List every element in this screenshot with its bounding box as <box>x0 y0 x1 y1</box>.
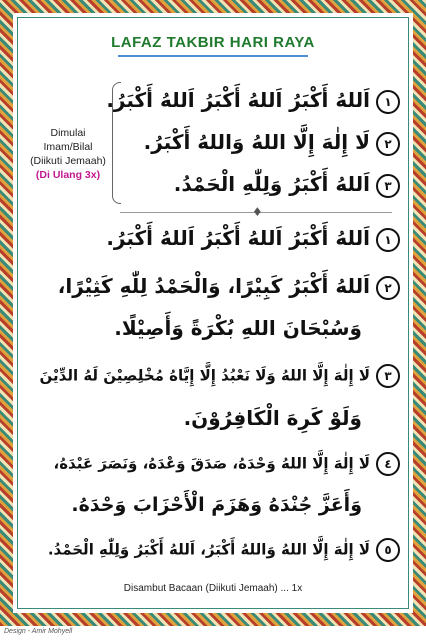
side-note-line2: Imam/Bilal <box>43 141 93 153</box>
side-note-line1: Dimulai <box>50 127 86 139</box>
verse-number: ١ <box>376 90 400 114</box>
verse-text: اَللهُ أَكْبَرُ اَللهُ أَكْبَرُ اَللهُ أَكْبَرُ. <box>106 88 370 112</box>
footer-note: Disambut Bacaan (Diikuti Jemaah) ... 1x <box>123 583 303 594</box>
verse-3-continued: وَلَوْ كَرِهَ الْكَافِرُوْنَ. <box>183 406 362 430</box>
side-note-repeat: (Di Ulang 3x) <box>35 169 101 181</box>
verse-text: اَللهُ أَكْبَرُ اَللهُ أَكْبَرُ اَللهُ أَكْبَرُ. <box>106 226 370 250</box>
verse-3 <box>40 364 400 388</box>
verse-number: ٢ <box>376 132 400 156</box>
side-note-line3: (Diikuti Jemaah) <box>30 155 106 167</box>
verse-number: ٣ <box>376 174 400 198</box>
verse-text: لَا إِلٰهَ إِلَّا اللهُ وَحْدَهُ، صَدَقَ وَعْدَهُ، وَنَصَرَ عَبْدَهُ، <box>53 454 370 473</box>
verse-text: لَا إِلٰهَ إِلَّا اللهُ وَاللهُ أَكْبَرُ. <box>143 130 370 154</box>
top-verse-3 <box>174 172 400 198</box>
verse-number: ٤ <box>376 452 400 476</box>
verse-2-continued: وَسُبْحَانَ اللهِ بُكْرَةً وَأَصِيْلًا. <box>114 316 362 340</box>
verse-text: اَللهُ أَكْبَرُ كَبِيْرًا، وَالْحَمْدُ لِلّٰهِ كَثِيْرًا، <box>57 274 370 298</box>
top-verse-2 <box>144 130 400 156</box>
verse-text: اَللهُ أَكْبَرُ وَلِلّٰهِ الْحَمْدُ. <box>173 172 370 196</box>
verse-number: ١ <box>376 228 400 252</box>
verse-number: ٥ <box>376 538 400 562</box>
title-underline <box>118 55 308 57</box>
top-verse-1 <box>106 88 400 114</box>
divider-ornament: ♦ <box>252 205 263 219</box>
side-note <box>20 126 116 182</box>
verse-5 <box>48 538 400 562</box>
verse-4 <box>54 452 401 476</box>
verse-text: لَا إِلٰهَ إِلَّا اللهُ وَاللهُ أَكْبَرُ، اَللهُ أَكْبَرُ وَلِلّٰهِ الْحَمْدُ. <box>47 540 370 559</box>
design-credit: Design - Amir Mohyell <box>4 628 73 635</box>
verse-1 <box>106 226 400 252</box>
verse-4-continued: وَأَعَزَّ جُنْدَهُ وَهَزَمَ الْأَحْزَابَ وَحْدَهُ. <box>71 494 362 516</box>
verse-text: لَا إِلٰهَ إِلَّا اللهُ وَلَا نَعْبُدُ إِلَّا إِيَّاهُ مُخْلِصِيْنَ لَهُ الدِّيْنَ <box>39 366 370 385</box>
verse-number: ٢ <box>376 276 400 300</box>
verse-2 <box>58 274 400 300</box>
page-title: LAFAZ TAKBIR HARI RAYA <box>111 34 315 51</box>
verse-number: ٣ <box>376 364 400 388</box>
